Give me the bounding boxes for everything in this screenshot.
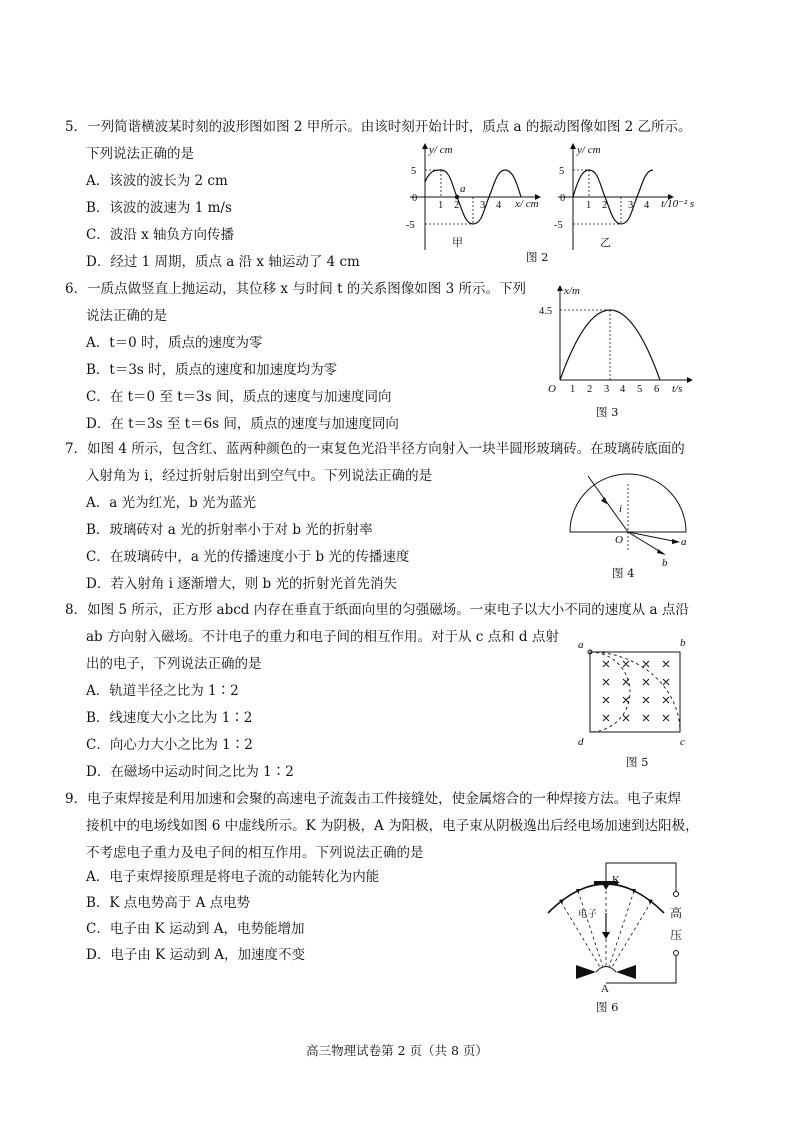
fig6-anode-a: A (601, 983, 609, 995)
fig4-angle-i: i (619, 503, 623, 515)
fig6-cathode-k: K (612, 874, 620, 886)
q8-option-b: B．线速度大小之比为 1∶2 (86, 710, 253, 726)
fig6-electron-label: 电子 (578, 910, 598, 920)
fig2-yi-xtick-3: 3 (628, 200, 634, 211)
fig2-jia-point-a: a (460, 183, 466, 195)
fig2-yi-xtick-4: 4 (644, 200, 650, 211)
q9-stem-line1: 9．电子束焊接是利用加速和会聚的高速电子流轰击工件接缝处，使金属熔合的一种焊接方法。电子束焊 (65, 791, 682, 807)
q9-option-b: B．K 点电势高于 A 点电势 (86, 895, 251, 911)
q5-stem-line1: 5．一列简谐横波某时刻的波形图如图 2 甲所示。由该时刻开始计时，质点 a 的振动图像如图 2 乙所示。 (65, 119, 692, 135)
q9-option-c: C．电子由 K 运动到 A，电势能增加 (86, 921, 305, 937)
fig3-xlabel: t/s (672, 383, 683, 395)
figure-4-glass-semicircle (560, 466, 700, 576)
fig2-jia-xtick-1: 1 (438, 200, 444, 211)
figure-4-caption: 图 4 (612, 566, 635, 580)
fig2-yi-xtick-1: 1 (586, 200, 592, 211)
q6-stem-line2: 说法正确的是 (86, 308, 167, 324)
fig3-origin: O (548, 383, 556, 395)
q8-stem-line3: 出的电子，下列说法正确的是 (86, 656, 262, 672)
fig2-yi-xlabel: t/10⁻² s (661, 198, 695, 210)
q6-option-c: C．在 t＝0 至 t＝3s 间，质点的速度与加速度同向 (86, 389, 392, 405)
fig3-xtick-6: 6 (654, 384, 660, 395)
fig5-corner-a: a (578, 639, 584, 651)
q9-stem-line2: 接机中的电场线如图 6 中虚线所示。K 为阴极，A 为阳极，电子束从阴极逸出后经电场加速到达阳极， (86, 818, 699, 834)
fig6-high-voltage-2: 压 (670, 928, 683, 942)
fig3-ylabel: x/m (564, 285, 580, 297)
q6-option-a: A．t＝0 时，质点的速度为零 (86, 335, 263, 351)
fig2-jia-ytick-5: 5 (411, 166, 417, 177)
fig5-corner-b: b (680, 637, 686, 649)
q5-option-a: A．该波的波长为 2 cm (86, 173, 228, 189)
fig3-xtick-1: 1 (570, 384, 576, 395)
fig6-high-voltage-1: 高 (670, 906, 683, 920)
fig2-jia-xtick-3: 3 (480, 200, 486, 211)
figure-3-caption: 图 3 (596, 405, 619, 419)
q7-stem-line2: 入射角为 i，经过折射后射出到空气中。下列说法正确的是 (86, 468, 433, 484)
fig2-yi-ytick-5: 5 (559, 166, 565, 177)
figure-6-electron-beam-welder (540, 855, 700, 995)
fig3-xtick-4: 4 (620, 384, 626, 395)
fig2-jia-label: 甲 (452, 237, 463, 249)
q5-stem-line2: 下列说法正确的是 (86, 146, 194, 162)
q8-stem-line1: 8．如图 5 所示，正方形 abcd 内存在垂直于纸面向里的匀强磁场。一束电子以大小不同的速度从 a 点沿 (65, 602, 689, 618)
fig2-yi-ylabel: y/ cm (577, 144, 601, 156)
q6-option-d: D．在 t＝3s 至 t＝6s 间，质点的速度与加速度同向 (86, 416, 399, 432)
fig4-center-o: O (615, 534, 623, 546)
fig2-jia-ytick-0: 0 (412, 193, 418, 204)
figure-5-magnetic-field-square (570, 630, 695, 752)
fig3-xtick-5: 5 (637, 384, 643, 395)
q7-option-c: C．在玻璃砖中，a 光的传播速度小于 b 光的传播速度 (86, 549, 410, 565)
figure-2-caption: 图 2 (526, 250, 549, 264)
fig4-ray-b: b (662, 557, 668, 569)
fig2-jia-ylabel: y/ cm (429, 144, 453, 156)
q8-option-c: C．向心力大小之比为 1∶2 (86, 737, 253, 753)
fig3-xtick-2: 2 (587, 384, 593, 395)
fig2-jia-ytick-neg5: -5 (406, 220, 415, 231)
q9-stem-line3: 不考虑电子重力及电子间的相互作用。下列说法正确的是 (86, 845, 424, 861)
q7-option-d: D．若入射角 i 逐渐增大，则 b 光的折射光首先消失 (86, 576, 397, 592)
fig2-yi-label: 乙 (600, 237, 611, 249)
q6-option-b: B．t＝3s 时，质点的速度和加速度均为零 (86, 362, 338, 378)
q5-option-b: B．该波的波速为 1 m/s (86, 200, 232, 216)
q8-option-d: D．在磁场中运动时间之比为 1∶2 (86, 764, 294, 780)
fig2-jia-xtick-2: 2 (454, 200, 460, 211)
q6-stem-line1: 6．一质点做竖直上抛运动，其位移 x 与时间 t 的关系图像如图 3 所示。下列 (65, 281, 526, 297)
q8-option-a: A．轨道半径之比为 1∶2 (86, 683, 239, 699)
fig2-yi-xtick-2: 2 (602, 200, 608, 211)
fig5-corner-d: d (578, 736, 584, 748)
figure-6-caption: 图 6 (596, 1000, 619, 1014)
page-footer: 高三物理试卷第 2 页（共 8 页） (306, 1043, 488, 1058)
q9-option-d: D．电子由 K 运动到 A，加速度不变 (86, 947, 306, 963)
fig3-peak-value: 4.5 (539, 306, 553, 317)
q9-option-a: A．电子束焊接原理是将电子流的动能转化为内能 (86, 869, 380, 885)
figure-3-displacement-graph (530, 280, 700, 400)
figure-2-yi-vibration-graph (548, 140, 708, 255)
fig3-xtick-3: 3 (604, 384, 610, 395)
q8-stem-line2: ab 方向射入磁场。不计电子的重力和电子间的相互作用。对于从 c 点和 d 点射 (86, 629, 559, 645)
q5-option-d: D．经过 1 周期，质点 a 沿 x 轴运动了 4 cm (86, 254, 360, 270)
fig2-yi-ytick-neg5: -5 (554, 220, 563, 231)
figure-5-caption: 图 5 (626, 755, 649, 769)
fig2-jia-xlabel: x/ cm (515, 198, 539, 210)
q7-stem-line1: 7．如图 4 所示，包含红、蓝两种颜色的一束复色光沿半径方向射入一块半圆形玻璃砖。在玻璃砖底面的 (65, 441, 685, 457)
fig2-jia-xtick-4: 4 (496, 200, 502, 211)
fig5-corner-c: c (680, 736, 685, 748)
q7-option-a: A．a 光为红光，b 光为蓝光 (86, 495, 257, 511)
q5-option-c: C．波沿 x 轴负方向传播 (86, 227, 235, 243)
fig2-yi-ytick-0: 0 (560, 193, 566, 204)
q7-option-b: B．玻璃砖对 a 光的折射率小于对 b 光的折射率 (86, 522, 373, 538)
figure-2-jia-wave-graph (400, 140, 550, 255)
fig4-ray-a: a (681, 536, 687, 548)
